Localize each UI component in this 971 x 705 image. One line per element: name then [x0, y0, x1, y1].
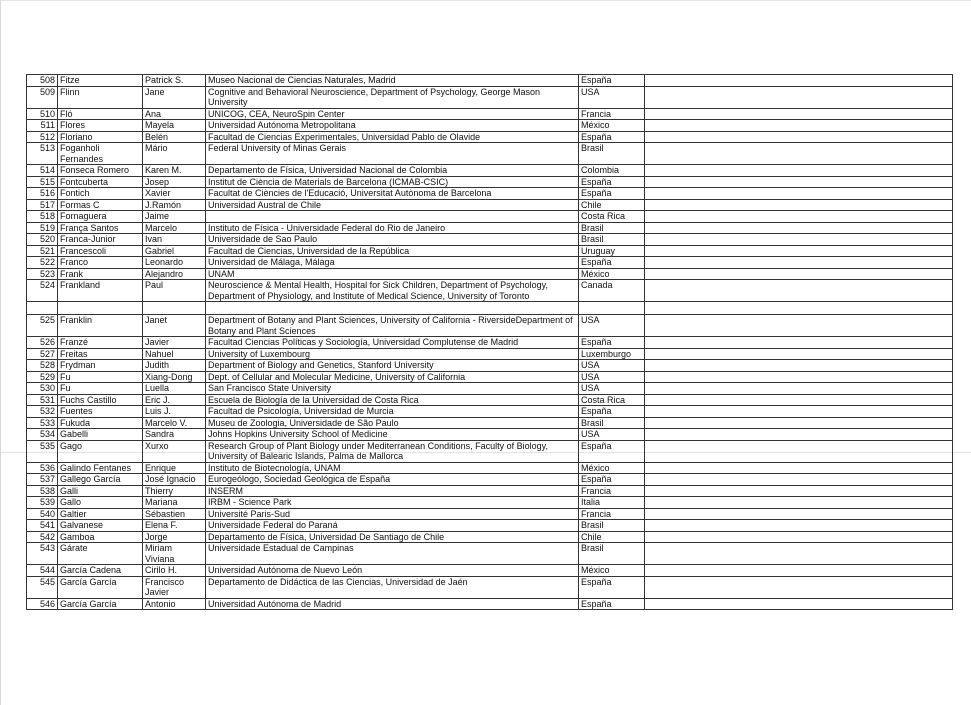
empty-cell	[645, 302, 953, 315]
last-name-cell: Fonseca Romero	[58, 165, 143, 177]
last-name-cell: Franzé	[58, 337, 143, 349]
institution-cell: Department of Botany and Plant Sciences, University of California - RiversideDepartment of Botany and Plant Sciences	[206, 315, 579, 337]
table-row	[27, 86, 953, 108]
row-number-cell: 516	[27, 188, 58, 200]
row-number-cell: 523	[27, 268, 58, 280]
last-name-cell: Francescoli	[58, 245, 143, 257]
country-cell: España	[579, 474, 645, 486]
table-row	[27, 75, 953, 87]
institution-cell: Departamento de Física, Universidad Nacional de Colombia	[206, 165, 579, 177]
row-number-cell: 518	[27, 211, 58, 223]
last-name-cell: Gabelli	[58, 429, 143, 441]
last-name-cell: Gallo	[58, 497, 143, 509]
last-name-cell: Galvanese	[58, 520, 143, 532]
table-row	[27, 474, 953, 486]
empty-cell	[645, 497, 953, 509]
row-number-cell: 537	[27, 474, 58, 486]
table-row	[27, 234, 953, 246]
row-number-cell: 535	[27, 440, 58, 462]
table-row	[27, 531, 953, 543]
row-number-cell: 527	[27, 348, 58, 360]
table-row	[27, 565, 953, 577]
institution-cell: Institut de Ciència de Materials de Barcelona (ICMAB-CSIC)	[206, 176, 579, 188]
empty-cell	[645, 188, 953, 200]
empty-cell	[645, 440, 953, 462]
table-row	[27, 508, 953, 520]
institution-cell: Departamento de Didáctica de las Ciencias, Universidad de Jaén	[206, 576, 579, 598]
institution-cell: Facultad de Ciencias Experimentales, Universidad Pablo de Olavide	[206, 131, 579, 143]
table-row	[27, 576, 953, 598]
empty-cell	[645, 234, 953, 246]
last-name-cell: Frank	[58, 268, 143, 280]
empty-cell	[645, 315, 953, 337]
country-cell: Costa Rica	[579, 394, 645, 406]
first-name-cell: Josep	[143, 176, 206, 188]
first-name-cell: Sandra	[143, 429, 206, 441]
first-name-cell: Eric J.	[143, 394, 206, 406]
empty-cell	[645, 565, 953, 577]
country-cell: España	[579, 257, 645, 269]
table-row	[27, 315, 953, 337]
country-cell: Chile	[579, 199, 645, 211]
institution-cell: Neuroscience & Mental Health, Hospital for Sick Children, Department of Psychology, Department of Physiology, and Institute of Medical Science, University of Toronto	[206, 280, 579, 302]
last-name-cell: García García	[58, 598, 143, 610]
last-name-cell: Frydman	[58, 360, 143, 372]
last-name-cell: França Santos	[58, 222, 143, 234]
row-number-cell: 512	[27, 131, 58, 143]
empty-cell	[645, 543, 953, 565]
country-cell: España	[579, 176, 645, 188]
first-name-cell: Gabriel	[143, 245, 206, 257]
empty-cell	[58, 302, 143, 315]
country-cell: España	[579, 188, 645, 200]
institution-cell: San Francisco State University	[206, 383, 579, 395]
first-name-cell: Mário	[143, 143, 206, 165]
last-name-cell: Franca-Junior	[58, 234, 143, 246]
empty-cell	[645, 406, 953, 418]
empty-cell	[645, 120, 953, 132]
first-name-cell: Jaime	[143, 211, 206, 223]
last-name-cell: Fontich	[58, 188, 143, 200]
empty-cell	[27, 302, 58, 315]
empty-cell	[645, 245, 953, 257]
last-name-cell: García García	[58, 576, 143, 598]
first-name-cell: Javier	[143, 337, 206, 349]
empty-cell	[645, 462, 953, 474]
empty-cell	[645, 86, 953, 108]
table-row	[27, 440, 953, 462]
institution-cell: Museo Nacional de Ciencias Naturales, Madrid	[206, 75, 579, 87]
empty-cell	[645, 429, 953, 441]
empty-cell	[645, 348, 953, 360]
row-number-cell: 519	[27, 222, 58, 234]
empty-cell	[645, 394, 953, 406]
first-name-cell: Janet	[143, 315, 206, 337]
empty-cell	[645, 360, 953, 372]
institution-cell: Universidad Autónoma Metropolitana	[206, 120, 579, 132]
first-name-cell: Mariana	[143, 497, 206, 509]
country-cell: Francia	[579, 508, 645, 520]
first-name-cell: Leonardo	[143, 257, 206, 269]
institution-cell: Museu de Zoologia, Universidade de São Paulo	[206, 417, 579, 429]
country-cell: Brasil	[579, 543, 645, 565]
row-number-cell: 513	[27, 143, 58, 165]
row-number-cell: 508	[27, 75, 58, 87]
table-row	[27, 257, 953, 269]
first-name-cell: Antonio	[143, 598, 206, 610]
last-name-cell: Fukuda	[58, 417, 143, 429]
last-name-cell: Fló	[58, 108, 143, 120]
first-name-cell: Xiang-Dong	[143, 371, 206, 383]
table-row	[27, 348, 953, 360]
first-name-cell: Sébastien	[143, 508, 206, 520]
last-name-cell: Floriano	[58, 131, 143, 143]
country-cell: España	[579, 598, 645, 610]
institution-cell: Universidad Austral de Chile	[206, 199, 579, 211]
last-name-cell: Galindo Fentanes	[58, 462, 143, 474]
first-name-cell: Jane	[143, 86, 206, 108]
empty-cell	[645, 176, 953, 188]
first-name-cell: Thierry	[143, 485, 206, 497]
table-row	[27, 520, 953, 532]
last-name-cell: Gallego García	[58, 474, 143, 486]
first-name-cell: Nahuel	[143, 348, 206, 360]
table-row	[27, 108, 953, 120]
row-number-cell: 510	[27, 108, 58, 120]
first-name-cell: Karen M.	[143, 165, 206, 177]
first-name-cell: Judith	[143, 360, 206, 372]
table-row	[27, 120, 953, 132]
table-row	[27, 188, 953, 200]
empty-cell	[645, 485, 953, 497]
institution-cell: Universidade Estadual de Campinas	[206, 543, 579, 565]
row-number-cell: 545	[27, 576, 58, 598]
table-spacer-row	[27, 302, 953, 315]
table-row	[27, 462, 953, 474]
country-cell: Uruguay	[579, 245, 645, 257]
empty-cell	[645, 520, 953, 532]
institution-cell: Instituto de Física - Universidade Federal do Rio de Janeiro	[206, 222, 579, 234]
empty-cell	[645, 222, 953, 234]
last-name-cell: Foganholi Fernandes	[58, 143, 143, 165]
first-name-cell: Alejandro	[143, 268, 206, 280]
institution-cell: Facultad de Psicología, Universidad de Murcia	[206, 406, 579, 418]
row-number-cell: 517	[27, 199, 58, 211]
first-name-cell: Miriam Viviana	[143, 543, 206, 565]
country-cell: Luxemburgo	[579, 348, 645, 360]
institution-cell: Johns Hopkins University School of Medicine	[206, 429, 579, 441]
first-name-cell: Jorge	[143, 531, 206, 543]
row-number-cell: 509	[27, 86, 58, 108]
country-cell: Brasil	[579, 417, 645, 429]
institution-cell	[206, 211, 579, 223]
first-name-cell: Enrique	[143, 462, 206, 474]
country-cell: España	[579, 440, 645, 462]
row-number-cell: 544	[27, 565, 58, 577]
row-number-cell: 541	[27, 520, 58, 532]
institution-cell: Universidad de Málaga, Málaga	[206, 257, 579, 269]
row-number-cell: 526	[27, 337, 58, 349]
empty-cell	[206, 302, 579, 315]
table-row	[27, 199, 953, 211]
empty-cell	[645, 417, 953, 429]
first-name-cell: Ana	[143, 108, 206, 120]
last-name-cell: Gárate	[58, 543, 143, 565]
row-number-cell: 542	[27, 531, 58, 543]
institution-cell: Instituto de Biotecnología, UNAM	[206, 462, 579, 474]
table-row	[27, 337, 953, 349]
country-cell: USA	[579, 360, 645, 372]
table-row	[27, 165, 953, 177]
last-name-cell: Freitas	[58, 348, 143, 360]
row-number-cell: 522	[27, 257, 58, 269]
country-cell: USA	[579, 371, 645, 383]
table-row	[27, 143, 953, 165]
empty-cell	[143, 302, 206, 315]
table-row	[27, 497, 953, 509]
first-name-cell: Belén	[143, 131, 206, 143]
table-row	[27, 268, 953, 280]
country-cell: Francia	[579, 108, 645, 120]
empty-cell	[645, 337, 953, 349]
table-row	[27, 131, 953, 143]
table-row	[27, 360, 953, 372]
last-name-cell: Fornaguera	[58, 211, 143, 223]
empty-cell	[645, 508, 953, 520]
institution-cell: Universidad Autónoma de Nuevo León	[206, 565, 579, 577]
institution-cell: Research Group of Plant Biology under Mediterranean Conditions, Faculty of Biology, University of Balearic Islands, Palma de Mallorca	[206, 440, 579, 462]
first-name-cell: Paul	[143, 280, 206, 302]
last-name-cell: Gamboa	[58, 531, 143, 543]
first-name-cell: Francisco Javier	[143, 576, 206, 598]
last-name-cell: Fu	[58, 383, 143, 395]
row-number-cell: 525	[27, 315, 58, 337]
country-cell: Costa Rica	[579, 211, 645, 223]
last-name-cell: Flinn	[58, 86, 143, 108]
table-row	[27, 417, 953, 429]
institution-cell: Cognitive and Behavioral Neuroscience, Department of Psychology, George Mason University	[206, 86, 579, 108]
institution-cell: Facultat de Ciències de l'Educació, Universitat Autònoma de Barcelona	[206, 188, 579, 200]
institution-cell: Facultad Ciencias Políticas y Sociología, Universidad Complutense de Madrid	[206, 337, 579, 349]
table-row	[27, 406, 953, 418]
empty-cell	[645, 131, 953, 143]
empty-cell	[645, 474, 953, 486]
table-row	[27, 429, 953, 441]
row-number-cell: 536	[27, 462, 58, 474]
last-name-cell: Franco	[58, 257, 143, 269]
institution-cell: Universidade de Sao Paulo	[206, 234, 579, 246]
country-cell: Brasil	[579, 234, 645, 246]
country-cell: España	[579, 576, 645, 598]
row-number-cell: 515	[27, 176, 58, 188]
country-cell: México	[579, 120, 645, 132]
first-name-cell: Luis J.	[143, 406, 206, 418]
row-number-cell: 520	[27, 234, 58, 246]
last-name-cell: Fontcuberta	[58, 176, 143, 188]
last-name-cell: García Cadena	[58, 565, 143, 577]
country-cell: México	[579, 462, 645, 474]
institution-cell: Universidad Autónoma de Madrid	[206, 598, 579, 610]
empty-cell	[645, 199, 953, 211]
first-name-cell: J.Ramón	[143, 199, 206, 211]
row-number-cell: 529	[27, 371, 58, 383]
country-cell: España	[579, 131, 645, 143]
table-row	[27, 371, 953, 383]
institution-cell: Eurogeólogo, Sociedad Geológica de España	[206, 474, 579, 486]
country-cell: Canada	[579, 280, 645, 302]
first-name-cell: Elena F.	[143, 520, 206, 532]
row-number-cell: 531	[27, 394, 58, 406]
table-row	[27, 280, 953, 302]
institution-cell: Facultad de Ciencias, Universidad de la República	[206, 245, 579, 257]
table-row	[27, 394, 953, 406]
country-cell: México	[579, 268, 645, 280]
table-row	[27, 485, 953, 497]
empty-cell	[645, 211, 953, 223]
empty-cell	[645, 598, 953, 610]
table-row	[27, 211, 953, 223]
last-name-cell: Galli	[58, 485, 143, 497]
country-cell: Italia	[579, 497, 645, 509]
institution-cell: UNAM	[206, 268, 579, 280]
table-row	[27, 222, 953, 234]
empty-cell	[645, 268, 953, 280]
empty-cell	[645, 280, 953, 302]
last-name-cell: Galtier	[58, 508, 143, 520]
last-name-cell: Franklin	[58, 315, 143, 337]
institution-cell: Universidade Federal do Paraná	[206, 520, 579, 532]
country-cell: España	[579, 406, 645, 418]
row-number-cell: 546	[27, 598, 58, 610]
last-name-cell: Gago	[58, 440, 143, 462]
first-name-cell: Luella	[143, 383, 206, 395]
country-cell: USA	[579, 383, 645, 395]
country-cell: México	[579, 565, 645, 577]
row-number-cell: 521	[27, 245, 58, 257]
empty-cell	[645, 108, 953, 120]
last-name-cell: Fitze	[58, 75, 143, 87]
first-name-cell: Cirilo H.	[143, 565, 206, 577]
empty-cell	[645, 371, 953, 383]
empty-cell	[579, 302, 645, 315]
participants-table-body	[27, 75, 953, 610]
country-cell: USA	[579, 315, 645, 337]
first-name-cell: Patrick S.	[143, 75, 206, 87]
institution-cell: Université Paris-Sud	[206, 508, 579, 520]
first-name-cell: José Ignacio	[143, 474, 206, 486]
row-number-cell: 524	[27, 280, 58, 302]
last-name-cell: Fuchs Castillo	[58, 394, 143, 406]
country-cell: Francia	[579, 485, 645, 497]
first-name-cell: Marcelo V.	[143, 417, 206, 429]
institution-cell: University of Luxembourg	[206, 348, 579, 360]
participants-table	[26, 74, 953, 610]
institution-cell: INSERM	[206, 485, 579, 497]
country-cell: España	[579, 337, 645, 349]
first-name-cell: Mayela	[143, 120, 206, 132]
table-row	[27, 598, 953, 610]
first-name-cell: Xavier	[143, 188, 206, 200]
country-cell: España	[579, 75, 645, 87]
empty-cell	[645, 75, 953, 87]
empty-cell	[645, 531, 953, 543]
row-number-cell: 538	[27, 485, 58, 497]
country-cell: Colombia	[579, 165, 645, 177]
institution-cell: Departamento de Física, Universidad De Santiago de Chile	[206, 531, 579, 543]
institution-cell: Dept. of Cellular and Molecular Medicine, University of California	[206, 371, 579, 383]
empty-cell	[645, 143, 953, 165]
last-name-cell: Fuentes	[58, 406, 143, 418]
country-cell: USA	[579, 429, 645, 441]
empty-cell	[645, 576, 953, 598]
country-cell: Brasil	[579, 143, 645, 165]
empty-cell	[645, 165, 953, 177]
first-name-cell: Marcelo	[143, 222, 206, 234]
institution-cell: Escuela de Biología de la Universidad de Costa Rica	[206, 394, 579, 406]
row-number-cell: 539	[27, 497, 58, 509]
row-number-cell: 532	[27, 406, 58, 418]
row-number-cell: 543	[27, 543, 58, 565]
last-name-cell: Flores	[58, 120, 143, 132]
last-name-cell: Formas C	[58, 199, 143, 211]
institution-cell: IRBM - Science Park	[206, 497, 579, 509]
table-row	[27, 176, 953, 188]
row-number-cell: 540	[27, 508, 58, 520]
country-cell: Brasil	[579, 520, 645, 532]
row-number-cell: 534	[27, 429, 58, 441]
row-number-cell: 528	[27, 360, 58, 372]
table-row	[27, 245, 953, 257]
row-number-cell: 530	[27, 383, 58, 395]
institution-cell: UNICOG, CEA, NeuroSpin Center	[206, 108, 579, 120]
table-row	[27, 543, 953, 565]
last-name-cell: Fu	[58, 371, 143, 383]
institution-cell: Department of Biology and Genetics, Stanford University	[206, 360, 579, 372]
first-name-cell: Ivan	[143, 234, 206, 246]
institution-cell: Federal University of Minas Gerais	[206, 143, 579, 165]
country-cell: Chile	[579, 531, 645, 543]
empty-cell	[645, 383, 953, 395]
last-name-cell: Frankland	[58, 280, 143, 302]
country-cell: USA	[579, 86, 645, 108]
empty-cell	[645, 257, 953, 269]
first-name-cell: Xurxo	[143, 440, 206, 462]
row-number-cell: 514	[27, 165, 58, 177]
row-number-cell: 511	[27, 120, 58, 132]
table-row	[27, 383, 953, 395]
country-cell: Brasil	[579, 222, 645, 234]
row-number-cell: 533	[27, 417, 58, 429]
